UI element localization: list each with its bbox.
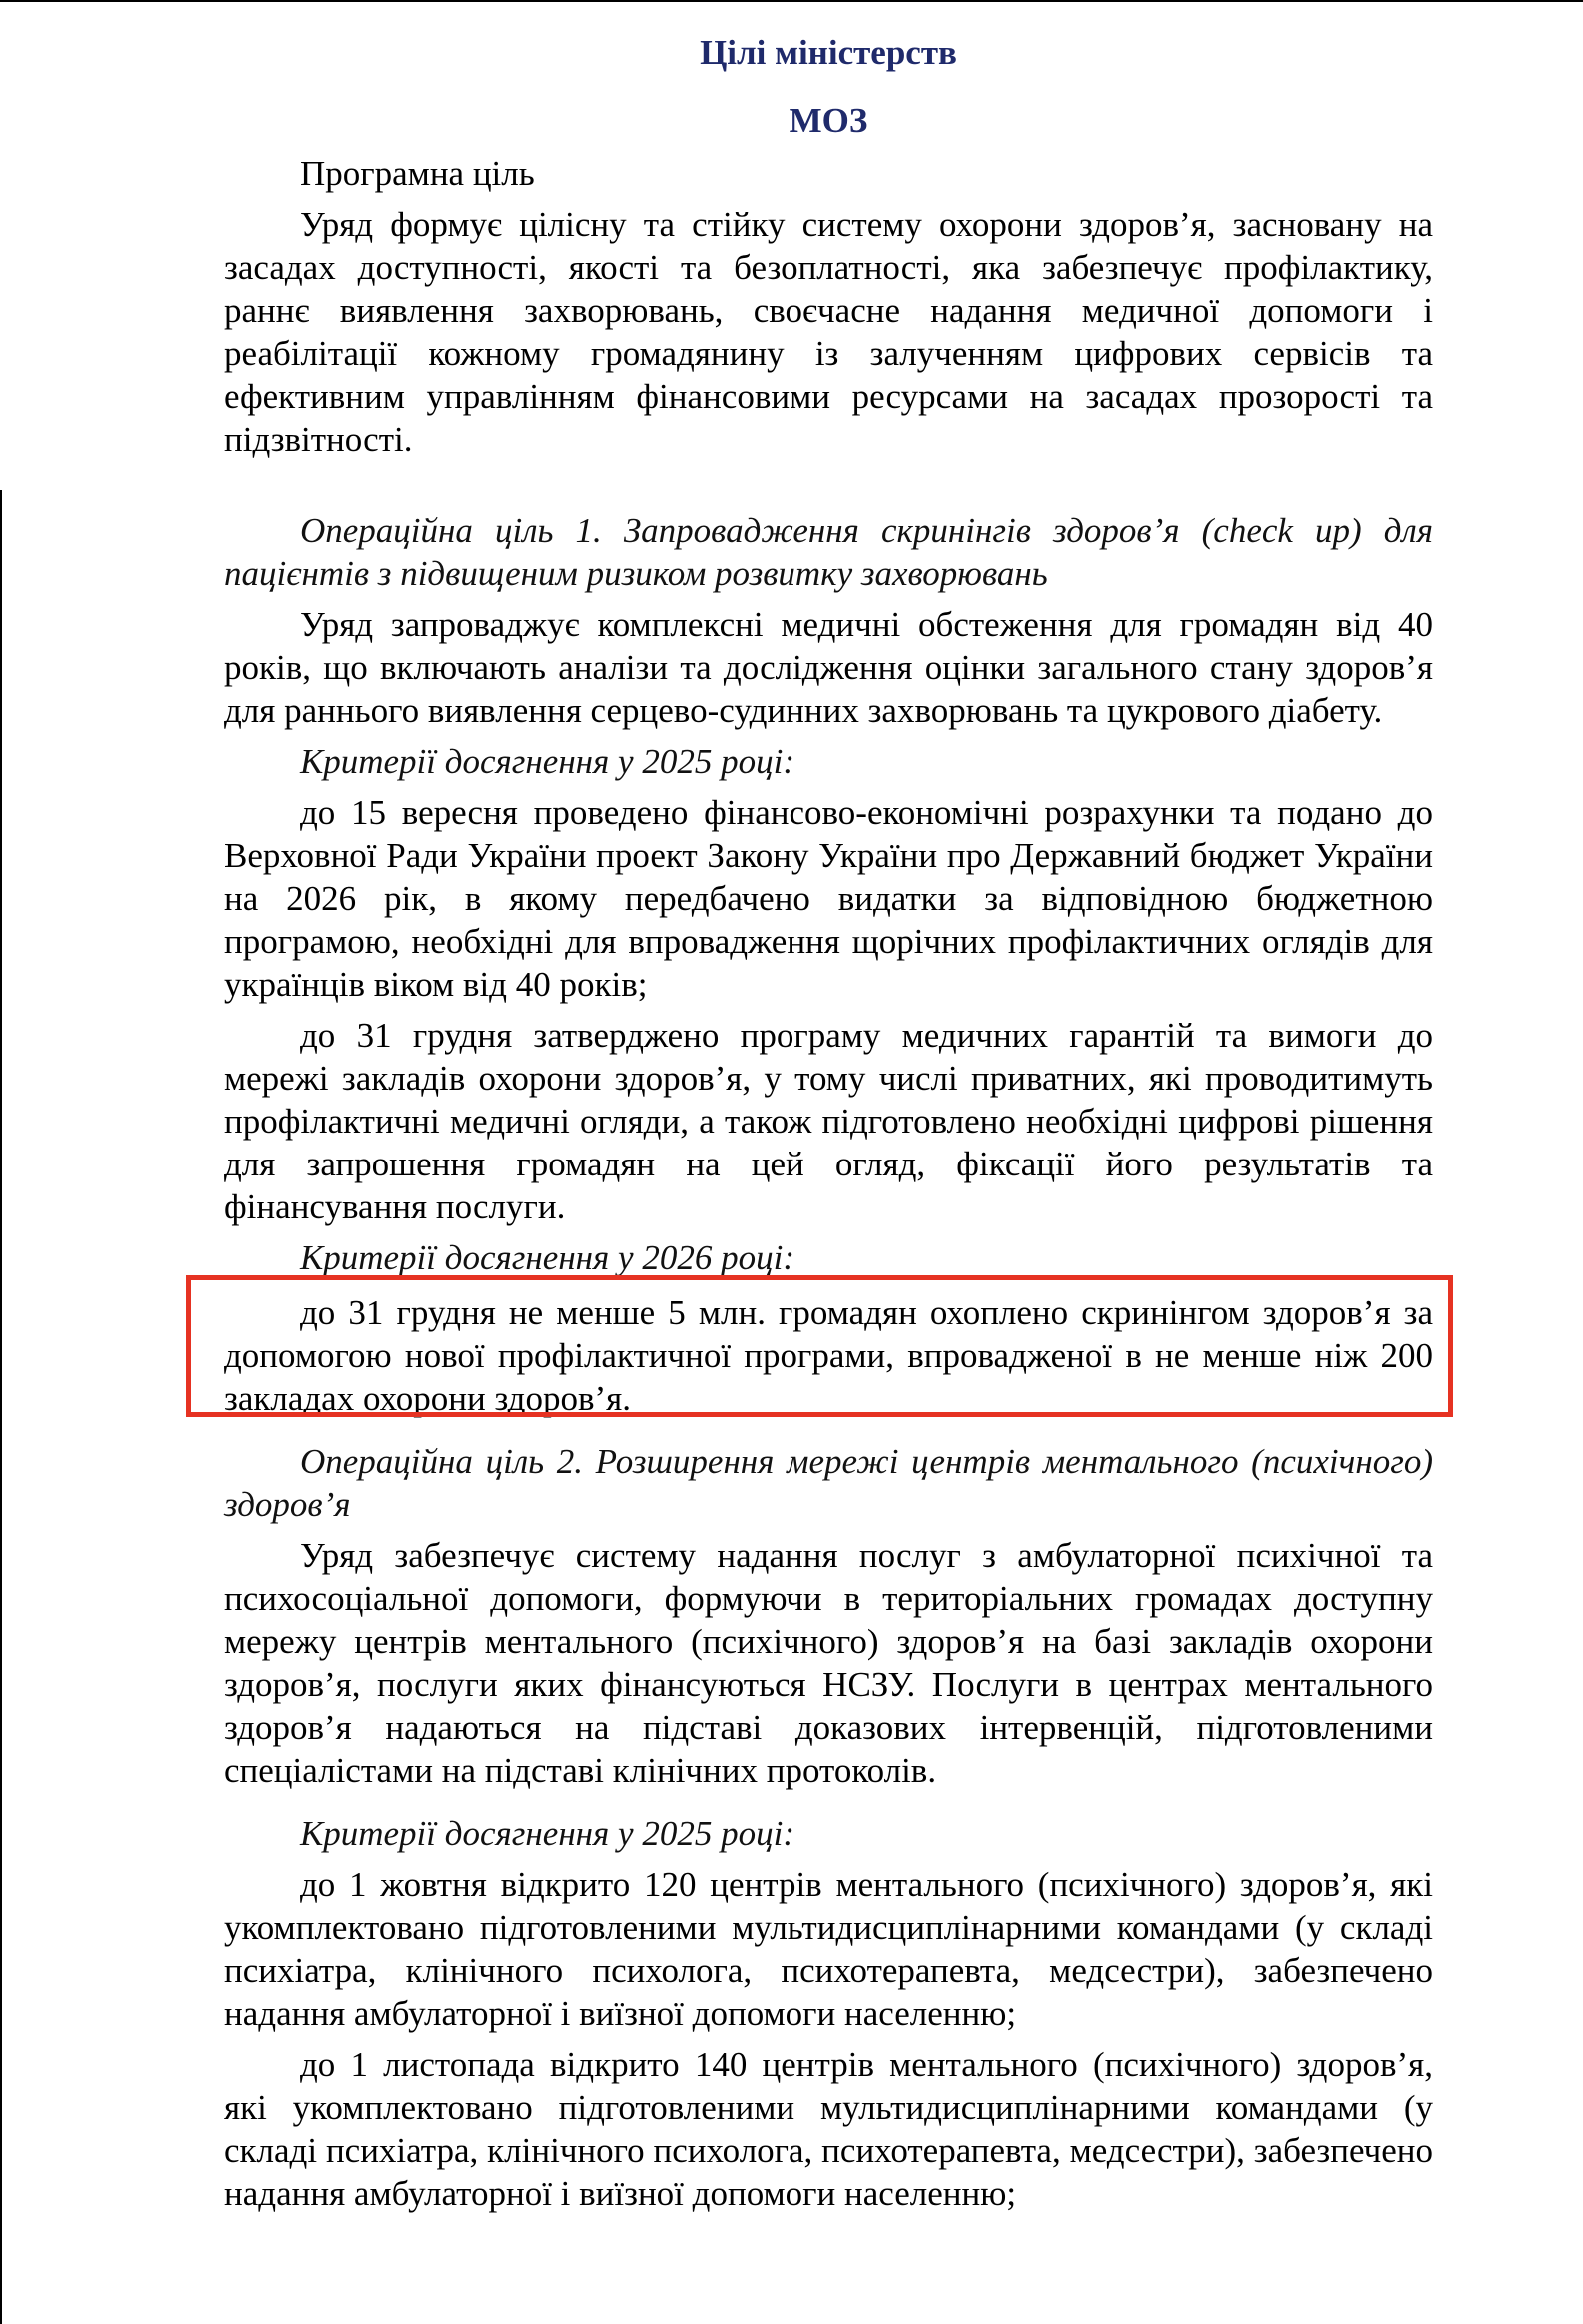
goal1-text: Уряд запроваджує комплексні медичні обстеження для громадян від 40 років, що включають аналізи та дослідження оцінки загального стану здоров’я для раннього виявлення серцево-судинних захворювань та цукрового діабету. [224,605,1433,730]
highlighted-criterion [224,1291,1433,1420]
goal2-criteria-2025-item1: до 1 жовтня відкрито 120 центрів ментального (психічного) здоров’я, які укомплектовано підготовленими мультидисциплінарними командами (у складі психіатра, клінічного психолога, психотерапевта, медсестри), забезпечено надання амбулаторної і виїзної допомоги населенню; [224,1865,1433,2033]
program-goal-label: Програмна ціль [300,154,535,193]
goal1-criteria-2025-item2: до 31 грудня затверджено програму медичних гарантій та вимоги до мережі закладів охорони здоров’я, у тому числі приватних, які проводитимуть профілактичні медичні огляди, а також підготовлено необхідні цифрові рішення для запрошення громадян на цей огляд, фіксації його результатів та фінансування послуги. [224,1016,1433,1226]
goal2-heading: Операційна ціль 2. Розширення мережі центрів ментального (психічного) здоров’я [224,1442,1433,1524]
document-title: Цілі міністерств [700,33,957,72]
goal2-criteria-2025-item2: до 1 листопада відкрито 140 центрів ментального (психічного) здоров’я, які укомплектовано підготовленими мультидисциплінарними командами (у складі психіатра, клінічного психолога, психотерапевта, медсестри), забезпечено надання амбулаторної і виїзної допомоги населенню; [224,2045,1433,2213]
goal1-criteria-2025-label: Критерії досягнення у 2025 році: [300,742,794,781]
page-left-edge [0,490,2,2324]
goal1-criteria-2025-item1: до 15 вересня проведено фінансово-економічні розрахунки та подано до Верховної Ради України проект Закону України про Державний бюджет України на 2026 рік, в якому передбачено видатки за відповідною бюджетною програмою, необхідні для впровадження щорічних профілактичних оглядів для українців віком від 40 років; [224,793,1433,1004]
goal2-criteria-2025-label: Критерії досягнення у 2025 році: [300,1814,794,1853]
goal2-text: Уряд забезпечує систему надання послуг з амбулаторної психічної та психосоціальної допомоги, формуючи в територіальних громадах доступну мережу центрів ментального (психічного) здоров’я на базі закладів охорони здоров’я, послуги яких фінансуються НСЗУ. Послуги в центрах ментального здоров’я надаються на підставі доказових інтервенцій, підготовленими спеціалістами на підставі клінічних протоколів. [224,1536,1433,1790]
program-goal-text: Уряд формує цілісну та стійку систему охорони здоров’я, засновану на засадах доступності, якості та безоплатності, яка забезпечує профілактику, раннє виявлення захворювань, своєчасне надання медичної допомоги і реабілітації кожному громадянину із залученням цифрових сервісів та ефективним управлінням фінансовими ресурсами на засадах прозорості та підзвітності. [224,205,1433,459]
document-page [224,0,1433,2215]
goal1-criteria-2026-label: Критерії досягнення у 2026 році: [300,1238,794,1277]
ministry-name: МОЗ [789,101,868,140]
goal1-heading: Операційна ціль 1. Запровадження скринінгів здоров’я (check up) для пацієнтів з підвищеним ризиком розвитку захворювань [224,511,1433,593]
goal1-criteria-2026-item1: до 31 грудня не менше 5 млн. громадян охоплено скринінгом здоров’я за допомогою нової профілактичної програми, впровадженої в не менше ніж 200 закладах охорони здоров’я. [224,1293,1433,1418]
